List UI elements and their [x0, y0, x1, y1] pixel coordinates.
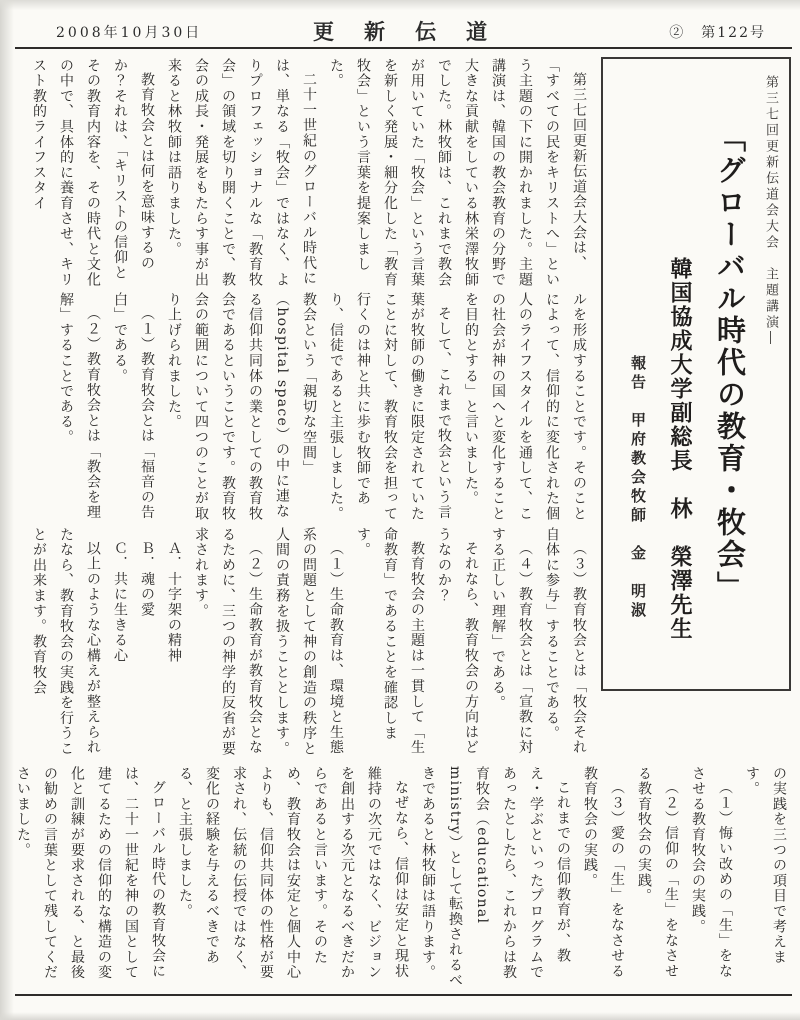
scan-shadow-bottom	[0, 1012, 800, 1020]
article-paragraph: ルを形成することです。そのことによって、信仰的に変化された個人のライフスタイルを通して、この社会が神の国へと変化することを目的とする」と言いました。	[463, 292, 587, 522]
article-band-3	[15, 527, 592, 760]
article-band-1	[15, 58, 592, 290]
article-paragraph: （３）愛の「生」をなさせる教育牧会の実践。	[582, 766, 625, 979]
page-and-issue-number: ② 第122号	[669, 25, 766, 41]
article-paragraph: グローバル時代の教育牧会には、二十一世紀を神の国として建てるための信仰的な構造の変化と訓練が要求される、と最後の勧めの言葉として残してくださいました。	[15, 766, 166, 981]
article-paragraph: これまでの信仰教育が、教え・学ぶといったプログラムであったとしたら、これからは教育牧会（educational ministry）として転換されるべきであると林牧師は語ります。	[420, 766, 571, 989]
issue-date: 2008年10月30日	[56, 25, 203, 41]
speaker-line: 韓国協成大学副総長 林 榮澤先生	[667, 257, 693, 641]
article-paragraph: それなら、教育牧会の方向はどうなのか？	[436, 527, 479, 756]
article-title: 「グローバル時代の教育・牧会」	[713, 123, 747, 603]
article-paragraph: （４）教育牧会とは「宣教に対する正しい理解」である。	[490, 527, 533, 756]
series-label: 第三七回更新伝道会大会 主題講演―	[763, 75, 778, 347]
article-paragraph: なぜなら、信仰は安定と現状維持の次元ではなく、ビジョンを創出する次元となるべきだからであると言います。そのため、教育牧会は安定と個人中心よりも、信仰共同体の性格が要求され、伝統の伝授ではなく、変化の経験を与えるべきである、と主張しました。	[177, 766, 409, 981]
article-paragraph: （１）教育牧会とは「福音の告白」である。	[112, 292, 155, 521]
article-paragraph: （１）悔い改めの「生」をなさせる教育牧会の実践。	[690, 766, 733, 979]
article-paragraph: （３）教育牧会とは「牧会それ自体に参与」することである。	[544, 527, 587, 756]
article-paragraph: 第三七回更新伝道会大会は、「すべての民をキリストへ」という主題の下に開かれました。主題講演は、韓国の教会教育の分野で大きな貢献をしている林栄澤牧師でした。林牧師は、これまで教会が用いていた「牧会」という言葉を新しく発展・細分化した「教育牧会」という言葉を提案しました。	[328, 58, 587, 288]
article-paragraph: Ｃ．共に生きる心	[112, 541, 128, 664]
article-paragraph: （２）信仰の「生」をなさせる教育牧会の実践。	[636, 766, 679, 979]
article-paragraph: 以上のような心構えが整えられたなら、教育牧会の実践を行うことが出来ます。教育牧会	[31, 527, 101, 757]
footer-rule	[15, 994, 792, 996]
masthead-title: 更新伝道	[313, 19, 517, 44]
article-paragraph: （２）教育牧会とは「教会を理解」することである。	[58, 292, 101, 521]
article-paragraph: 二十一世紀のグローバル時代には、単なる「牧会」ではなく、よりプロフェッショナルな「教育牧会」の領域を切り開くことで、教会の成長・発展をもたらす事が出来ると林牧師は語りました。	[166, 58, 317, 288]
article-paragraph: 教育牧会とは何を意味するのか？それは、「キリストの信仰とその教育内容を、その時代と文化の中で、具体的に養育させ、キリスト教的ライフスタイ	[31, 58, 155, 288]
headline-box	[601, 57, 791, 691]
article-band-4	[15, 766, 792, 992]
article-paragraph: Ｂ．魂の愛	[139, 541, 155, 618]
article-band-2	[15, 292, 592, 525]
article-paragraph: （２）生命教育が教育牧会となるために、三つの神学的反省が要求されます。	[193, 527, 263, 757]
scan-shadow-top	[0, 0, 800, 10]
article-paragraph: そして、これまで牧会という言葉が牧師の働きに限定されていたことに対して、教育牧会を担って行くのは神と共に歩む牧師であり、信徒であると主張しました。教会という「親切な空間」（hospital space）の中に連なる信仰共同体の業としての教育牧会であるということです。教育牧会の範囲について四つのことが取り上げられました。	[166, 292, 452, 522]
article-paragraph: 教育牧会の主題は一貫して「生命教育」であることを確認します。	[355, 527, 425, 756]
article-paragraph: の実践を三つの項目で考えます。	[744, 766, 787, 965]
header-rule	[15, 47, 792, 49]
article-paragraph: （１）生命教育は、環境と生態系の問題として神の創造の秩序と人間の責務を扱うこととします。	[274, 527, 344, 757]
reporter-line: 報告 甲府教会牧師 金 明淑	[629, 355, 647, 621]
article-paragraph: Ａ．十字架の精神	[166, 541, 182, 664]
